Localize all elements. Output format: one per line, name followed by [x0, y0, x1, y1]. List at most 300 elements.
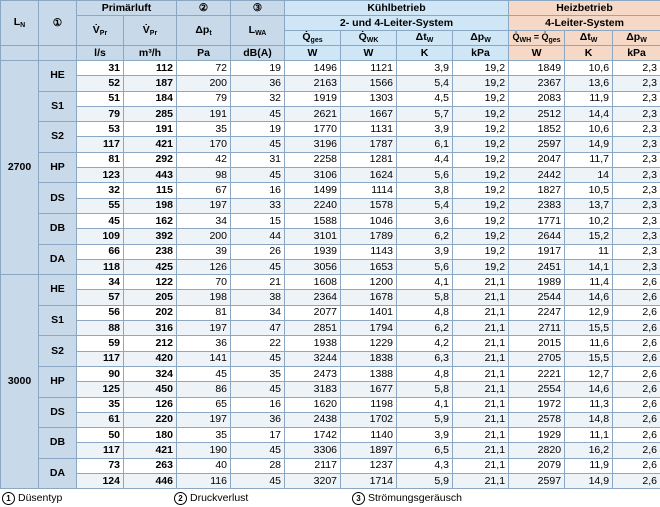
data-cell: 1499 [285, 183, 341, 198]
data-cell: 425 [124, 259, 177, 274]
table-row [1, 61, 660, 76]
data-cell: 2597 [509, 137, 565, 152]
data-cell: 4,1 [397, 397, 453, 412]
data-cell: 2705 [509, 351, 565, 366]
data-cell: 3,9 [397, 428, 453, 443]
data-cell: 3,9 [397, 122, 453, 137]
data-cell: 11,4 [565, 275, 613, 290]
legend-item-nozzle-type: 1 Düsentyp [2, 492, 174, 505]
data-cell: 59 [77, 336, 124, 351]
data-cell: 180 [124, 428, 177, 443]
data-cell: 17 [231, 428, 285, 443]
data-cell: 6,2 [397, 321, 453, 336]
data-cell: 212 [124, 336, 177, 351]
data-cell: 45 [231, 106, 285, 121]
nozzle-type-cell: DS [39, 397, 77, 428]
table-row [1, 213, 660, 228]
data-cell: 1827 [509, 183, 565, 198]
data-cell: 40 [177, 458, 231, 473]
table-row [1, 106, 660, 121]
table-row [1, 152, 660, 167]
data-cell: 45 [231, 382, 285, 397]
data-cell: 4,8 [397, 305, 453, 320]
data-cell: 115 [124, 183, 177, 198]
data-cell: 3,6 [397, 213, 453, 228]
table-body [1, 61, 660, 489]
data-cell: 36 [177, 336, 231, 351]
data-cell: 5,9 [397, 474, 453, 489]
data-cell: 3207 [285, 474, 341, 489]
data-cell: 2117 [285, 458, 341, 473]
data-cell: 2,3 [613, 76, 660, 91]
data-cell: 316 [124, 321, 177, 336]
v-pr-m3h-header: $V̇_{Pr}$ [124, 16, 177, 46]
unit-db: dB(A) [231, 46, 285, 61]
data-cell: 12,9 [565, 305, 613, 320]
table-row [1, 290, 660, 305]
data-cell: 11,6 [565, 336, 613, 351]
data-cell: 1770 [285, 122, 341, 137]
data-cell: 45 [231, 137, 285, 152]
data-cell: 14,6 [565, 290, 613, 305]
data-cell: 197 [177, 198, 231, 213]
data-cell: 45 [231, 474, 285, 489]
data-cell: 14,6 [565, 382, 613, 397]
data-cell: 1237 [341, 458, 397, 473]
data-cell: 200 [177, 76, 231, 91]
data-cell: 1114 [341, 183, 397, 198]
data-cell: 117 [77, 351, 124, 366]
data-cell: 3,9 [397, 61, 453, 76]
nozzle-type-cell: HP [39, 366, 77, 397]
data-cell: 2,6 [613, 428, 660, 443]
dp-w-heat-header: $\Delta p_W$ [613, 31, 660, 46]
data-cell: 2,6 [613, 397, 660, 412]
l-wa-header: $L_{WA}$ [231, 16, 285, 46]
data-cell: 61 [77, 412, 124, 427]
data-cell: 81 [177, 305, 231, 320]
data-cell: 2077 [285, 305, 341, 320]
data-cell: 32 [77, 183, 124, 198]
data-cell: 31 [77, 61, 124, 76]
data-cell: 2015 [509, 336, 565, 351]
data-cell: 1046 [341, 213, 397, 228]
data-cell: 4,8 [397, 366, 453, 381]
data-cell: 324 [124, 366, 177, 381]
data-cell: 1702 [341, 412, 397, 427]
data-cell: 2221 [509, 366, 565, 381]
table-row [1, 229, 660, 244]
data-cell: 19,2 [453, 106, 509, 121]
data-cell: 19,2 [453, 244, 509, 259]
data-cell: 1838 [341, 351, 397, 366]
heizbetrieb-header: Heizbetrieb [509, 1, 660, 16]
data-cell: 2,6 [613, 290, 660, 305]
data-cell: 184 [124, 91, 177, 106]
data-cell: 21,1 [453, 443, 509, 458]
data-cell: 45 [231, 443, 285, 458]
data-cell: 3056 [285, 259, 341, 274]
data-cell: 35 [177, 122, 231, 137]
data-cell: 446 [124, 474, 177, 489]
table-row [1, 351, 660, 366]
nozzle-type-header: ① [39, 1, 77, 46]
data-cell: 19 [231, 61, 285, 76]
unit-empty-1 [1, 46, 39, 61]
data-cell: 1620 [285, 397, 341, 412]
data-cell: 2,6 [613, 366, 660, 381]
data-cell: 1972 [509, 397, 565, 412]
data-cell: 3,9 [397, 244, 453, 259]
ln-header: $L_N$ [1, 1, 39, 46]
data-cell: 67 [177, 183, 231, 198]
unit-m3h: m³/h [124, 46, 177, 61]
table-row [1, 428, 660, 443]
data-cell: 36 [231, 412, 285, 427]
q-wh-header: $Q̇_{WH}$ = $Q̇_{ges}$ [509, 31, 565, 46]
table-row [1, 474, 660, 489]
ln-cell: 3000 [1, 275, 39, 489]
number-3-icon: 3 [352, 492, 365, 505]
data-cell: 2,3 [613, 106, 660, 121]
data-cell: 26 [231, 244, 285, 259]
data-cell: 421 [124, 137, 177, 152]
data-cell: 2,6 [613, 275, 660, 290]
data-cell: 21,1 [453, 305, 509, 320]
data-cell: 1929 [509, 428, 565, 443]
data-cell: 198 [177, 290, 231, 305]
data-cell: 4,5 [397, 91, 453, 106]
data-cell: 44 [231, 229, 285, 244]
nozzle-type-cell: HP [39, 152, 77, 183]
data-cell: 285 [124, 106, 177, 121]
nozzle-type-cell: DB [39, 428, 77, 459]
data-cell: 2512 [509, 106, 565, 121]
data-cell: 2451 [509, 259, 565, 274]
data-cell: 14,4 [565, 106, 613, 121]
data-cell: 45 [231, 168, 285, 183]
table-row [1, 183, 660, 198]
data-cell: 14,1 [565, 259, 613, 274]
data-cell: 35 [231, 366, 285, 381]
data-cell: 1624 [341, 168, 397, 183]
unit-k-heat: K [565, 46, 613, 61]
data-cell: 19,2 [453, 183, 509, 198]
data-cell: 56 [77, 305, 124, 320]
data-cell: 116 [177, 474, 231, 489]
data-cell: 73 [77, 458, 124, 473]
kuehlbetrieb-header: Kühlbetrieb [285, 1, 509, 16]
data-cell: 1667 [341, 106, 397, 121]
data-cell: 2079 [509, 458, 565, 473]
data-cell: 19 [231, 122, 285, 137]
data-cell: 42 [177, 152, 231, 167]
data-cell: 141 [177, 351, 231, 366]
data-cell: 1200 [341, 275, 397, 290]
number-2-icon: 2 [174, 492, 187, 505]
table-row [1, 198, 660, 213]
data-cell: 2258 [285, 152, 341, 167]
data-cell: 6,2 [397, 229, 453, 244]
data-cell: 21 [231, 275, 285, 290]
table-row [1, 412, 660, 427]
data-cell: 2383 [509, 198, 565, 213]
unit-w-qges: W [285, 46, 341, 61]
data-cell: 81 [77, 152, 124, 167]
data-cell: 2578 [509, 412, 565, 427]
data-cell: 2,3 [613, 229, 660, 244]
table-row [1, 458, 660, 473]
data-cell: 98 [177, 168, 231, 183]
data-cell: 35 [177, 428, 231, 443]
unit-w-qwh: W [509, 46, 565, 61]
data-cell: 2,3 [613, 152, 660, 167]
data-cell: 15,5 [565, 321, 613, 336]
nozzle-type-cell: S1 [39, 305, 77, 336]
data-cell: 124 [77, 474, 124, 489]
data-cell: 35 [77, 397, 124, 412]
data-cell: 5,6 [397, 168, 453, 183]
data-cell: 47 [231, 321, 285, 336]
data-cell: 1140 [341, 428, 397, 443]
data-cell: 11 [565, 244, 613, 259]
table-header [1, 1, 660, 61]
data-cell: 45 [77, 213, 124, 228]
data-cell: 450 [124, 382, 177, 397]
data-cell: 6,5 [397, 443, 453, 458]
data-cell: 2,3 [613, 168, 660, 183]
data-cell: 2,6 [613, 443, 660, 458]
data-cell: 34 [177, 213, 231, 228]
data-cell: 112 [124, 61, 177, 76]
data-cell: 1198 [341, 397, 397, 412]
data-cell: 1852 [509, 122, 565, 137]
data-cell: 21,1 [453, 412, 509, 427]
data-cell: 1771 [509, 213, 565, 228]
data-cell: 1789 [341, 229, 397, 244]
data-cell: 21,1 [453, 458, 509, 473]
table-row [1, 76, 660, 91]
data-cell: 198 [124, 198, 177, 213]
unit-pa: Pa [177, 46, 231, 61]
data-cell: 19,2 [453, 259, 509, 274]
data-cell: 187 [124, 76, 177, 91]
table-row [1, 305, 660, 320]
data-cell: 55 [77, 198, 124, 213]
data-cell: 1849 [509, 61, 565, 76]
data-cell: 1714 [341, 474, 397, 489]
data-cell: 292 [124, 152, 177, 167]
data-cell: 2,3 [613, 137, 660, 152]
data-cell: 2,3 [613, 198, 660, 213]
q-ges-header: $Q̇_{ges}$ [285, 31, 341, 46]
data-cell: 190 [177, 443, 231, 458]
data-cell: 170 [177, 137, 231, 152]
data-cell: 16 [231, 397, 285, 412]
data-cell: 21,1 [453, 275, 509, 290]
data-cell: 1919 [285, 91, 341, 106]
nozzle-type-cell: DB [39, 213, 77, 244]
data-cell: 4,2 [397, 336, 453, 351]
number-1-icon: 1 [2, 492, 15, 505]
data-cell: 5,4 [397, 198, 453, 213]
data-cell: 2711 [509, 321, 565, 336]
data-cell: 3244 [285, 351, 341, 366]
data-cell: 19,2 [453, 213, 509, 228]
data-cell: 3196 [285, 137, 341, 152]
data-cell: 31 [231, 152, 285, 167]
data-cell: 1678 [341, 290, 397, 305]
data-cell: 66 [77, 244, 124, 259]
table-row [1, 382, 660, 397]
data-cell: 19,2 [453, 152, 509, 167]
nozzle-type-cell: S1 [39, 91, 77, 122]
data-cell: 5,8 [397, 290, 453, 305]
data-cell: 45 [177, 366, 231, 381]
table-row [1, 244, 660, 259]
data-cell: 6,1 [397, 137, 453, 152]
data-cell: 19,2 [453, 168, 509, 183]
data-cell: 4,3 [397, 458, 453, 473]
data-cell: 2,3 [613, 91, 660, 106]
data-cell: 117 [77, 137, 124, 152]
data-cell: 19,2 [453, 198, 509, 213]
data-cell: 19,2 [453, 122, 509, 137]
data-cell: 118 [77, 259, 124, 274]
data-cell: 12,7 [565, 366, 613, 381]
data-cell: 50 [77, 428, 124, 443]
data-cell: 2644 [509, 229, 565, 244]
data-cell: 2,6 [613, 458, 660, 473]
data-cell: 15,5 [565, 351, 613, 366]
data-cell: 21,1 [453, 382, 509, 397]
data-cell: 65 [177, 397, 231, 412]
data-cell: 10,2 [565, 213, 613, 228]
data-cell: 4,4 [397, 152, 453, 167]
data-cell: 11,3 [565, 397, 613, 412]
legend-item-pressure-loss: 2 Druckverlust [174, 492, 352, 505]
data-cell: 15 [231, 213, 285, 228]
data-cell: 1917 [509, 244, 565, 259]
data-cell: 191 [177, 106, 231, 121]
data-cell: 5,6 [397, 259, 453, 274]
data-cell: 126 [124, 397, 177, 412]
data-cell: 3106 [285, 168, 341, 183]
nozzle-type-cell: S2 [39, 336, 77, 367]
table-row [1, 321, 660, 336]
data-cell: 2442 [509, 168, 565, 183]
data-cell: 19,2 [453, 229, 509, 244]
unit-w-qwk: W [341, 46, 397, 61]
data-cell: 13,6 [565, 76, 613, 91]
data-cell: 420 [124, 351, 177, 366]
data-cell: 263 [124, 458, 177, 473]
data-cell: 2,6 [613, 474, 660, 489]
data-cell: 1787 [341, 137, 397, 152]
data-cell: 1578 [341, 198, 397, 213]
data-cell: 14,9 [565, 474, 613, 489]
table-row [1, 397, 660, 412]
data-cell: 21,1 [453, 428, 509, 443]
data-cell: 2,3 [613, 183, 660, 198]
data-cell: 200 [177, 229, 231, 244]
data-cell: 21,1 [453, 366, 509, 381]
data-cell: 72 [177, 61, 231, 76]
data-cell: 21,1 [453, 474, 509, 489]
data-cell: 1653 [341, 259, 397, 274]
data-cell: 443 [124, 168, 177, 183]
data-cell: 34 [77, 275, 124, 290]
data-cell: 11,9 [565, 91, 613, 106]
unit-empty-2 [39, 46, 77, 61]
nozzle-type-cell: DA [39, 458, 77, 489]
data-cell: 125 [77, 382, 124, 397]
data-cell: 21,1 [453, 321, 509, 336]
data-cell: 2,6 [613, 321, 660, 336]
dp-w-cool-header: $\Delta p_W$ [453, 31, 509, 46]
data-cell: 28 [231, 458, 285, 473]
data-cell: 109 [77, 229, 124, 244]
data-cell: 3,8 [397, 183, 453, 198]
data-cell: 2438 [285, 412, 341, 427]
data-cell: 2,3 [613, 244, 660, 259]
unit-kpa-heat: kPa [613, 46, 660, 61]
data-cell: 11,7 [565, 152, 613, 167]
primaerluft-header: Primärluft [77, 1, 177, 16]
data-cell: 1303 [341, 91, 397, 106]
data-cell: 19,2 [453, 76, 509, 91]
data-cell: 1939 [285, 244, 341, 259]
data-cell: 2,6 [613, 336, 660, 351]
data-cell: 421 [124, 443, 177, 458]
data-cell: 202 [124, 305, 177, 320]
data-cell: 3183 [285, 382, 341, 397]
data-cell: 90 [77, 366, 124, 381]
dt-w-cool-header: $\Delta t_W$ [397, 31, 453, 46]
data-cell: 2367 [509, 76, 565, 91]
data-cell: 79 [177, 91, 231, 106]
data-cell: 191 [124, 122, 177, 137]
data-cell: 2554 [509, 382, 565, 397]
nozzle-type-cell: DA [39, 244, 77, 275]
data-cell: 2,6 [613, 382, 660, 397]
data-cell: 10,6 [565, 122, 613, 137]
data-cell: 2083 [509, 91, 565, 106]
data-cell: 21,1 [453, 336, 509, 351]
data-cell: 88 [77, 321, 124, 336]
legend-item-flow-noise: 3 Strömungsgeräusch [352, 492, 462, 505]
data-cell: 1496 [285, 61, 341, 76]
table-row [1, 91, 660, 106]
unit-k-cool: K [397, 46, 453, 61]
data-cell: 15,2 [565, 229, 613, 244]
data-cell: 2,6 [613, 305, 660, 320]
data-cell: 2,3 [613, 259, 660, 274]
data-cell: 11,9 [565, 458, 613, 473]
data-cell: 10,5 [565, 183, 613, 198]
heiz-system-header: 4-Leiter-System [509, 16, 660, 31]
data-cell: 5,9 [397, 412, 453, 427]
data-cell: 11,1 [565, 428, 613, 443]
data-cell: 117 [77, 443, 124, 458]
data-cell: 162 [124, 213, 177, 228]
data-cell: 2240 [285, 198, 341, 213]
unit-kpa-cool: kPa [453, 46, 509, 61]
data-cell: 238 [124, 244, 177, 259]
data-cell: 1121 [341, 61, 397, 76]
data-cell: 1677 [341, 382, 397, 397]
unit-ls: l/s [77, 46, 124, 61]
